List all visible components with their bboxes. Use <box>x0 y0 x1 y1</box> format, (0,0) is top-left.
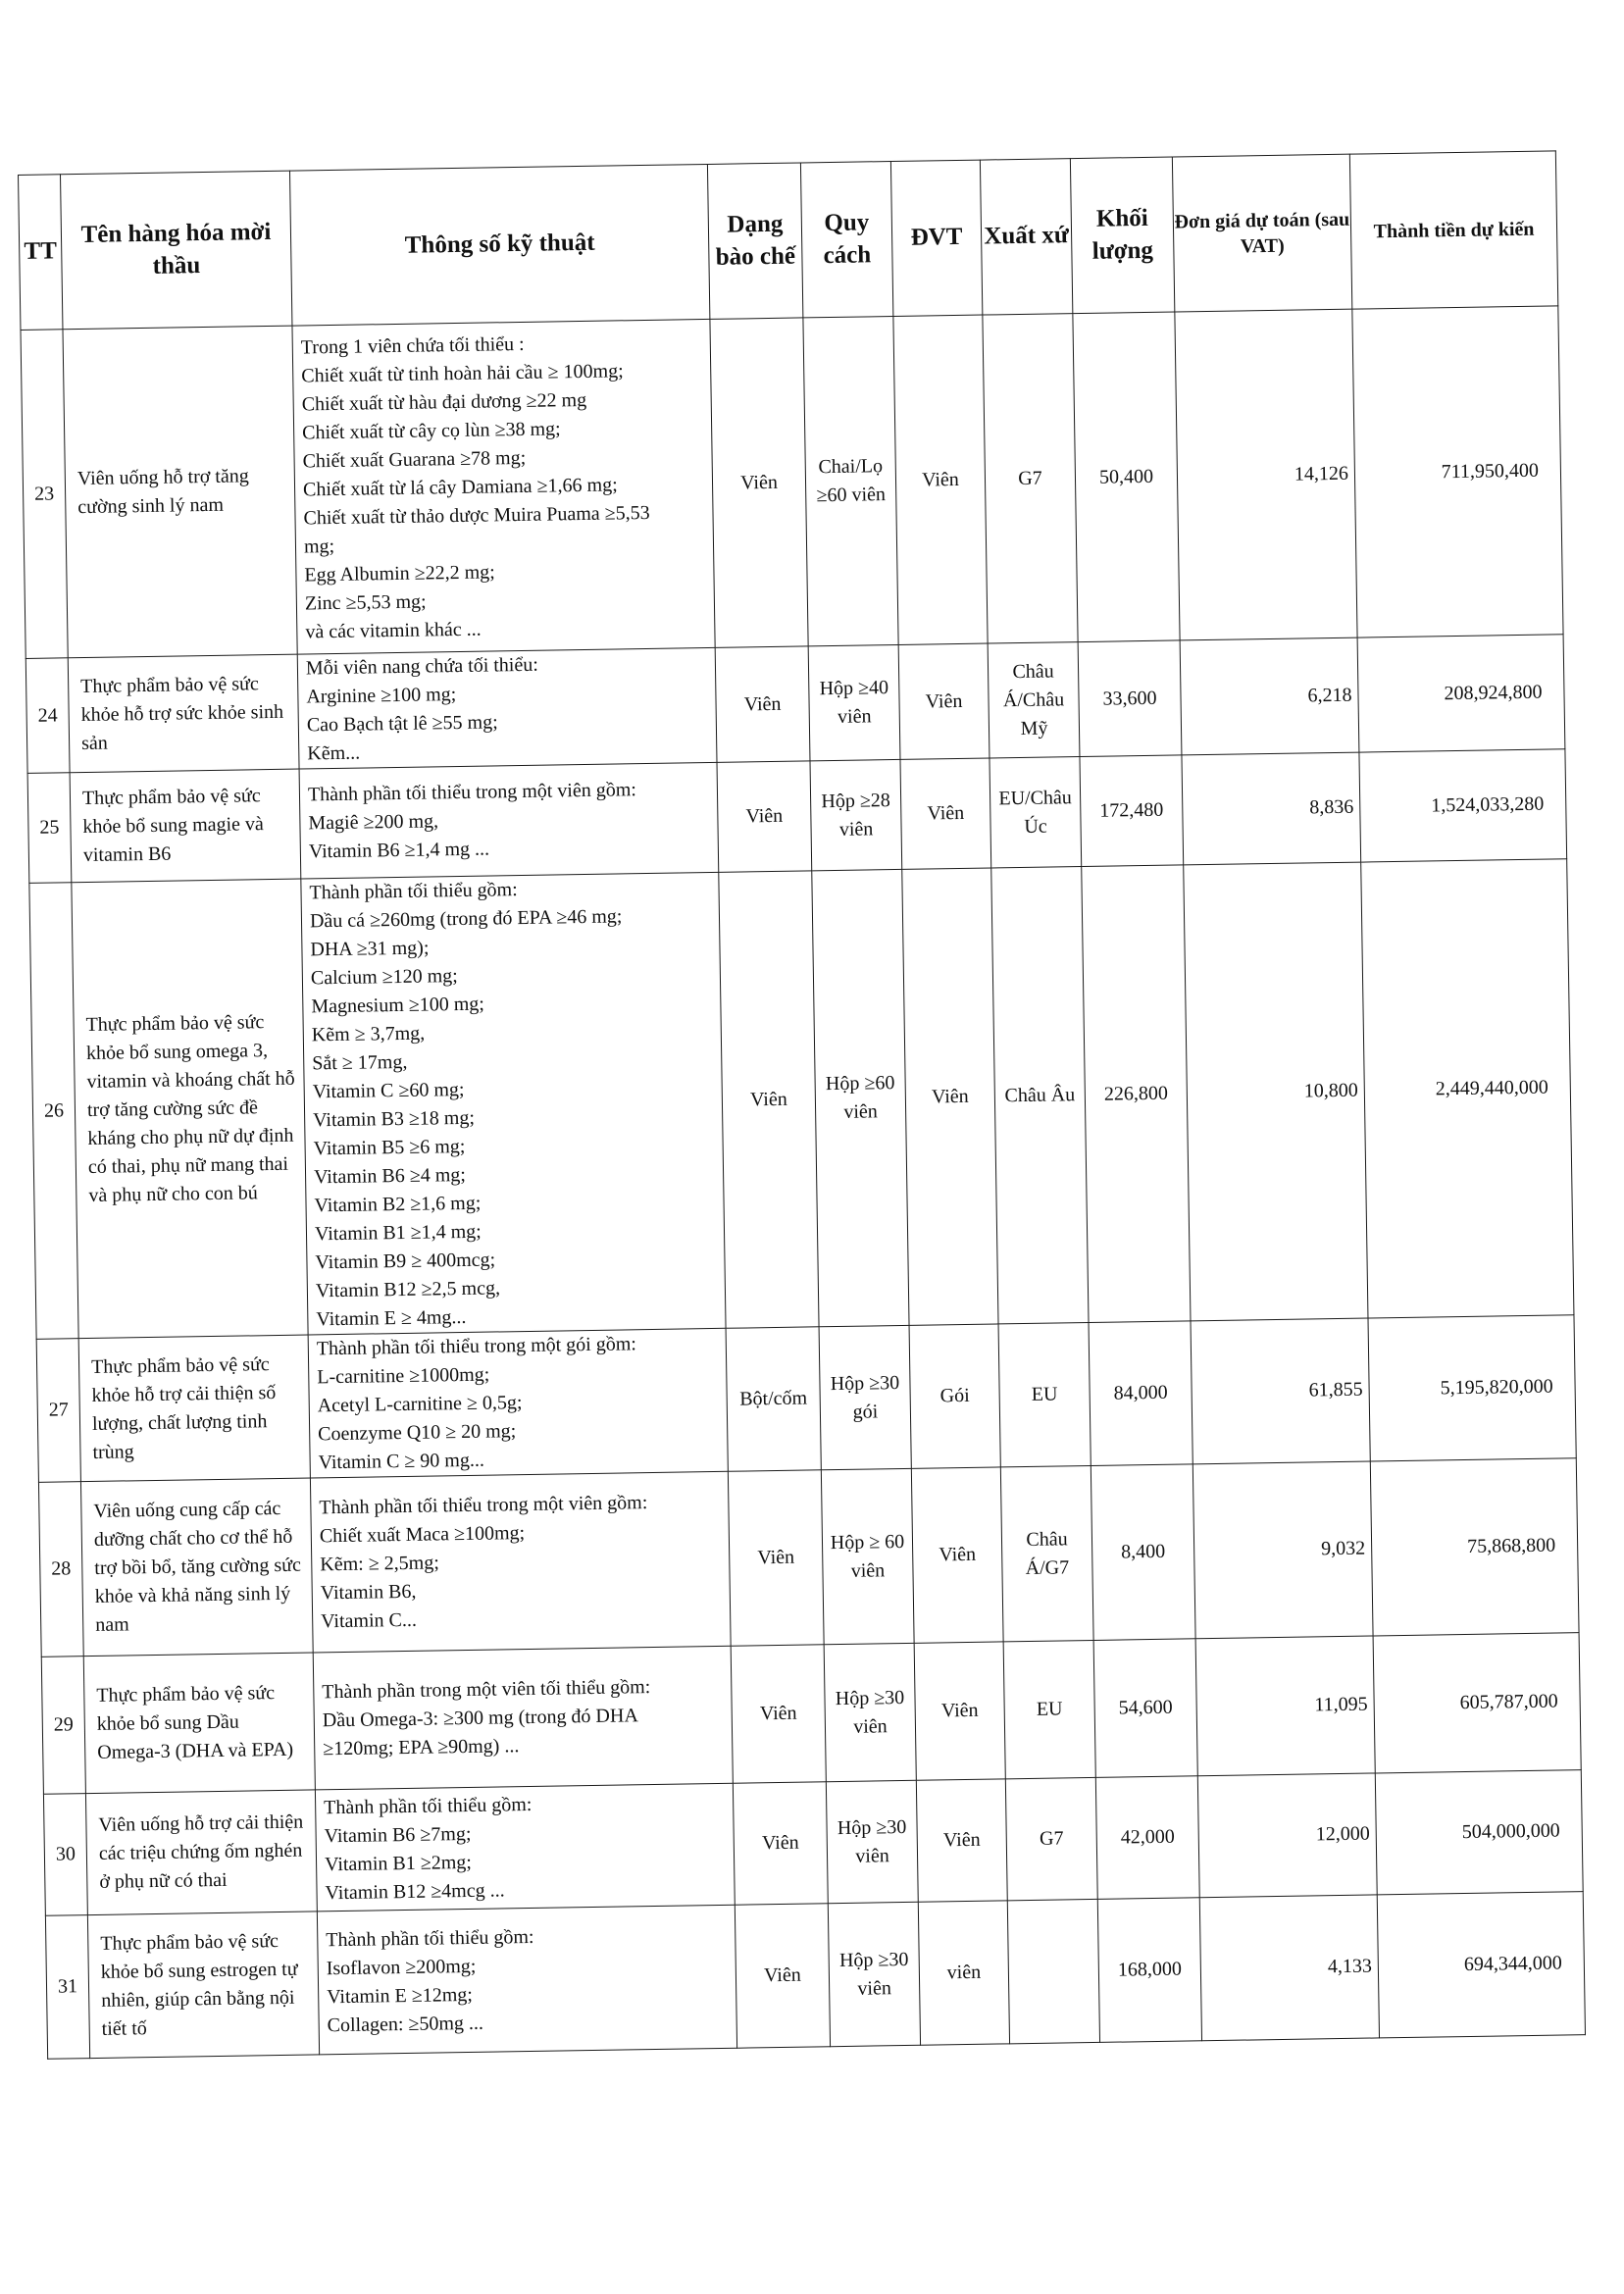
row-qty: 84,000 <box>1089 1321 1193 1466</box>
spec-line: Magiê ≥200 mg, <box>308 810 439 835</box>
row-qty: 168,000 <box>1097 1898 1201 2043</box>
row-tt: 26 <box>29 883 78 1340</box>
bid-items-table <box>18 150 1586 2059</box>
spec-line: Chiết xuất từ cây cọ lùn ≥38 mg; <box>301 417 561 443</box>
row-name: Thực phẩm bảo vệ sức khỏe bổ sung Dầu Omega-3 (DHA và EPA) <box>83 1653 315 1794</box>
spec-line: Chiết xuất từ tinh hoàn hải cầu ≥ 100mg; <box>301 359 624 386</box>
row-spec <box>310 1471 731 1653</box>
spec-line: Kẽm: ≥ 2,5mg; <box>320 1552 439 1576</box>
row-form: Bột/cốm <box>726 1327 821 1471</box>
row-origin: EU/Châu Úc <box>990 757 1082 868</box>
row-price: 8,836 <box>1182 752 1361 865</box>
header-row <box>19 151 1558 331</box>
spec-line: Acetyl L-carnitine ≥ 0,5g; <box>317 1392 523 1417</box>
spec-line: ≥120mg; EPA ≥90mg) ... <box>323 1735 520 1760</box>
row-total: 2,449,440,000 <box>1361 859 1574 1318</box>
row-tt: 29 <box>41 1657 85 1795</box>
row-total: 208,924,800 <box>1357 635 1565 752</box>
spec-line: Collagen: ≥50mg ... <box>327 2012 484 2036</box>
spec-line: Vitamin E ≥12mg; <box>327 1983 474 2008</box>
spec-line: Thành phần tối thiểu trong một gói gồm: <box>316 1333 637 1360</box>
spec-line: Thành phần tối thiểu gồm: <box>324 1793 533 1818</box>
spec-line: Chiết xuất Maca ≥100mg; <box>319 1522 526 1548</box>
row-total: 5,195,820,000 <box>1368 1315 1576 1461</box>
row-qty: 8,400 <box>1091 1464 1195 1641</box>
row-tt: 30 <box>43 1794 87 1916</box>
row-tt: 24 <box>25 658 70 774</box>
row-spec <box>313 1646 733 1790</box>
row-origin: Châu Á/G7 <box>1000 1465 1093 1641</box>
row-origin: Châu Á/Châu Mỹ <box>988 642 1080 758</box>
row-spec <box>317 1905 736 2055</box>
spec-line: Thành phần tối thiểu trong một viên gồm: <box>319 1492 648 1519</box>
row-form: Viên <box>715 646 810 762</box>
row-unit: Viên <box>914 1642 1005 1780</box>
spec-line: Calcium ≥120 mg; <box>310 965 458 990</box>
row-tt: 31 <box>45 1915 89 2060</box>
spec-line: Thành phần tối thiểu gồm: <box>309 879 518 904</box>
row-unit: Viên <box>900 758 991 869</box>
spec-line: Vitamin B2 ≥1,6 mg; <box>314 1192 482 1217</box>
header-spec: Thông số kỹ thuật <box>289 164 709 326</box>
table-body <box>21 306 1585 2059</box>
spec-line: Arginine ≥100 mg; <box>306 684 457 708</box>
row-form: Viên <box>719 871 819 1328</box>
row-price: 9,032 <box>1193 1461 1373 1639</box>
spec-line: Kẽm... <box>307 741 361 765</box>
row-total: 504,000,000 <box>1375 1770 1583 1895</box>
spec-line: Vitamin C ≥ 90 mg... <box>318 1449 485 1474</box>
spec-line: Chiết xuất từ lá cây Damiana ≥1,66 mg; <box>302 473 618 500</box>
row-pack: Hộp ≥30 viên <box>828 1902 920 2046</box>
row-spec <box>308 1328 728 1478</box>
row-origin: G7 <box>983 314 1078 643</box>
spec-line: Thành phần trong một viên tối thiểu gồm: <box>322 1676 651 1704</box>
row-name: Thực phẩm bảo vệ sức khỏe bổ sung magie và vitamin B6 <box>70 769 301 883</box>
row-tt: 28 <box>38 1482 83 1657</box>
spec-line: Vitamin B6 ≥7mg; <box>324 1822 472 1847</box>
row-form: Viên <box>731 1645 826 1783</box>
row-qty: 54,600 <box>1093 1639 1197 1778</box>
table-row <box>36 1315 1576 1483</box>
row-price: 4,133 <box>1199 1895 1379 2041</box>
row-name: Viên uống cung cấp các dưỡng chất cho cơ thể hỗ trợ bồi bổ, tăng cường sức khỏe và khả năng sinh lý nam <box>80 1478 313 1657</box>
row-price: 6,218 <box>1180 637 1359 755</box>
row-pack: Hộp ≥40 viên <box>808 644 900 760</box>
spec-line: Chiết xuất Guarana ≥78 mg; <box>302 446 527 472</box>
row-spec <box>297 647 717 769</box>
row-price: 11,095 <box>1195 1636 1375 1776</box>
spec-line: Cao Bạch tật lê ≥55 mg; <box>306 711 498 737</box>
table-row <box>41 1633 1581 1795</box>
row-qty: 33,600 <box>1078 640 1182 757</box>
row-form: Viên <box>710 318 808 647</box>
row-qty: 50,400 <box>1073 312 1180 642</box>
row-form: Viên <box>717 761 812 872</box>
row-pack: Hộp ≥ 60 viên <box>821 1468 914 1644</box>
table-row <box>38 1458 1579 1657</box>
row-price: 10,800 <box>1184 862 1368 1321</box>
spec-line: Dầu Omega-3: ≥300 mg (trong đó DHA <box>322 1705 638 1732</box>
row-qty: 226,800 <box>1082 865 1191 1323</box>
spec-line: Chiết xuất từ thảo dược Muira Puama ≥5,53 <box>303 501 650 529</box>
row-total: 605,787,000 <box>1373 1633 1581 1773</box>
header-origin: Xuất xứ <box>980 159 1072 315</box>
spec-line: Vitamin B12 ≥4mcg ... <box>325 1878 505 1904</box>
header-name: Tên hàng hóa mời thầu <box>61 171 292 330</box>
spec-line: DHA ≥31 mg); <box>310 937 430 961</box>
spec-line: Sắt ≥ 17mg, <box>312 1050 408 1075</box>
row-origin: EU <box>998 1322 1091 1466</box>
row-name: Thực phẩm bảo vệ sức khỏe hỗ trợ cải thiện số lượng, chất lượng tinh trùng <box>78 1335 310 1482</box>
row-unit: Viên <box>916 1779 1007 1902</box>
spec-line: Trong 1 viên chứa tối thiểu : <box>300 332 525 358</box>
table-row <box>21 306 1563 659</box>
row-form: Viên <box>733 1782 828 1905</box>
spec-line: Vitamin B1 ≥2mg; <box>324 1851 473 1875</box>
spec-line: Chiết xuất từ hàu đại dương ≥22 mg <box>301 388 587 415</box>
row-tt: 27 <box>36 1339 80 1483</box>
spec-line: Vitamin B5 ≥6 mg; <box>313 1135 466 1160</box>
spec-line: Vitamin C... <box>321 1608 418 1633</box>
row-pack: Hộp ≥60 viên <box>812 869 909 1326</box>
header-total: Thành tiền dự kiến <box>1349 151 1557 309</box>
spec-line: Kẽm ≥ 3,7mg, <box>311 1022 426 1046</box>
spec-line: mg; <box>303 535 335 557</box>
row-pack: Hộp ≥30 viên <box>824 1643 916 1781</box>
spec-line: Isoflavon ≥200mg; <box>326 1955 477 1979</box>
spec-line: Vitamin B6, <box>320 1580 417 1605</box>
row-total: 694,344,000 <box>1377 1892 1585 2038</box>
spec-line: Vitamin B12 ≥2,5 mcg, <box>315 1277 501 1302</box>
spec-line: Dầu cá ≥260mg (trong đó EPA ≥46 mg; <box>309 905 623 933</box>
row-origin: EU <box>1003 1640 1095 1778</box>
header-qty: Khối lượng <box>1070 157 1174 314</box>
spec-line: Thành phần tối thiểu trong một viên gồm: <box>307 779 637 806</box>
row-total: 711,950,400 <box>1352 306 1563 637</box>
row-name: Thực phẩm bảo vệ sức khỏe bổ sung omega 3, vitamin và khoáng chất hỗ trợ tăng cường sức đề kháng cho phụ nữ dự định có thai, phụ nữ mang thai và phụ nữ cho con bú <box>72 879 308 1339</box>
row-unit: Viên <box>898 643 990 759</box>
row-origin: Châu Âu <box>991 867 1089 1324</box>
row-unit: Gói <box>909 1324 1000 1468</box>
header-tt: TT <box>19 175 63 331</box>
row-unit: Viên <box>893 315 988 644</box>
row-price: 14,126 <box>1175 309 1357 640</box>
row-unit: Viên <box>911 1467 1003 1643</box>
row-spec <box>292 319 715 654</box>
spec-line: Mỗi viên nang chứa tối thiểu: <box>305 653 538 680</box>
row-total: 75,868,800 <box>1370 1458 1579 1636</box>
row-spec <box>301 872 726 1335</box>
spec-line: Magnesium ≥100 mg; <box>311 993 485 1018</box>
spec-line: và các vitamin khác ... <box>305 618 482 642</box>
row-name: Thực phẩm bảo vệ sức khỏe bổ sung estrogen tự nhiên, giúp cân bằng nội tiết tố <box>87 1912 319 2059</box>
spec-line: Vitamin B6 ≥1,4 mg ... <box>308 838 490 863</box>
row-origin <box>1007 1899 1099 2043</box>
row-price: 12,000 <box>1197 1773 1377 1898</box>
table-row <box>43 1770 1583 1916</box>
row-tt: 23 <box>21 330 68 659</box>
row-pack: Hộp ≥30 gói <box>819 1325 911 1469</box>
row-pack: Hộp ≥28 viên <box>810 759 902 870</box>
header-price: Đơn giá dự toán (sau VAT) <box>1172 154 1351 312</box>
spec-line: Vitamin B3 ≥18 mg; <box>313 1106 476 1132</box>
row-form: Viên <box>735 1904 830 2048</box>
row-qty: 172,480 <box>1080 755 1184 867</box>
row-price: 61,855 <box>1191 1318 1370 1464</box>
spec-line: L-carnitine ≥1000mg; <box>317 1363 490 1389</box>
row-name: Thực phẩm bảo vệ sức khỏe hỗ trợ sức khỏe sinh sản <box>68 654 299 773</box>
row-name: Viên uống hỗ trợ tăng cường sinh lý nam <box>63 326 297 658</box>
table-row <box>29 859 1574 1340</box>
row-name: Viên uống hỗ trợ cải thiện các triệu chứng ốm nghén ở phụ nữ có thai <box>85 1790 317 1915</box>
spec-line: Vitamin B1 ≥1,4 mg; <box>314 1220 482 1246</box>
row-tt: 25 <box>27 773 72 884</box>
row-unit: Viên <box>902 868 998 1325</box>
table-row <box>45 1892 1585 2060</box>
spec-line: Vitamin B6 ≥4 mg; <box>313 1163 467 1189</box>
row-total: 1,524,033,280 <box>1359 749 1567 862</box>
row-unit: viên <box>918 1901 1009 2045</box>
header-unit: ĐVT <box>890 160 982 316</box>
spec-line: Coenzyme Q10 ≥ 20 mg; <box>318 1420 517 1446</box>
spec-line: Vitamin B9 ≥ 400mcg; <box>315 1249 496 1274</box>
header-form: Dạng bào chế <box>707 163 802 319</box>
spec-line: Egg Albumin ≥22,2 mg; <box>304 560 495 586</box>
spec-line: Thành phần tối thiểu gồm: <box>326 1925 534 1951</box>
row-spec <box>315 1783 735 1912</box>
spec-line: Zinc ≥5,53 mg; <box>304 590 427 614</box>
header-pack: Quy cách <box>800 162 892 318</box>
row-pack: Chai/Lọ ≥60 viên <box>803 316 898 645</box>
row-origin: G7 <box>1005 1777 1097 1900</box>
row-pack: Hộp ≥30 viên <box>826 1780 918 1903</box>
spec-line: Vitamin E ≥ 4mg... <box>316 1305 467 1331</box>
spec-line: Vitamin C ≥60 mg; <box>312 1078 465 1103</box>
row-spec <box>299 762 719 879</box>
row-qty: 42,000 <box>1095 1776 1199 1900</box>
row-form: Viên <box>728 1470 824 1646</box>
